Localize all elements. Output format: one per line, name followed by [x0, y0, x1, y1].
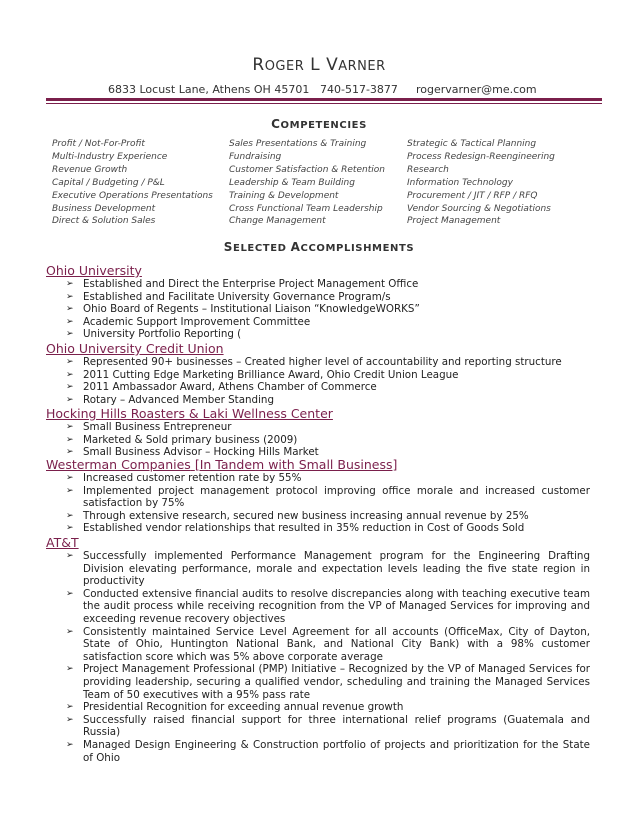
competency-item: Information Technology — [407, 177, 513, 188]
org-accomplishments-list — [66, 356, 590, 406]
arrow-bullet-icon: ➢ — [66, 394, 74, 405]
arrow-bullet-icon: ➢ — [66, 473, 74, 483]
competency-item: Vendor Sourcing & Negotiations — [407, 203, 551, 214]
competency-item: Sales Presentations & Training — [229, 139, 367, 149]
list-item: ➢ Consistently maintained Service Level Agreement for all accounts (OfficeMax, City of Dayton, State of Ohio, Huntington National Bank, and National City Bank) with a 98% customer satisfaction score which was 5% above corporate average — [66, 625, 590, 663]
candidate-name: ROGER L VARNER — [252, 55, 386, 75]
arrow-bullet-icon: ➢ — [66, 739, 74, 750]
email: rogervarner@me.com — [416, 83, 537, 96]
competency-item: Process Redesign-Reengineering — [407, 151, 555, 162]
competency-item: Research — [407, 164, 449, 175]
address: 6833 Locust Lane, Athens OH 45701 — [108, 83, 310, 96]
org-accomplishments-list — [66, 421, 590, 459]
competency-item: Cross Functional Team Leadership — [229, 203, 383, 214]
accomplishments-heading: SELECTED ACCOMPLISHMENTS — [223, 240, 415, 254]
arrow-bullet-icon: ➢ — [66, 291, 74, 302]
arrow-bullet-icon: ➢ — [66, 702, 74, 713]
arrow-bullet-icon: ➢ — [66, 551, 74, 561]
competency-item: Revenue Growth — [52, 164, 128, 175]
list-item: ➢ 2011 Cutting Edge Marketing Brilliance Award, Ohio Credit Union League — [66, 368, 459, 381]
list-item: ➢ Represented 90+ businesses – Created higher level of accountability and reporting structure — [66, 356, 562, 368]
org-heading: Ohio University Credit Union — [46, 341, 224, 356]
arrow-bullet-icon: ➢ — [66, 316, 74, 327]
org-name: Westerman Companies — [46, 457, 191, 472]
org-heading — [46, 457, 397, 472]
list-item: ➢ Successfully raised financial support for three international relief programs (Guatemala and Russia) — [66, 713, 590, 739]
list-item: ➢ Rotary – Advanced Member Standing — [66, 393, 274, 406]
arrow-bullet-icon: ➢ — [66, 523, 74, 534]
org-accomplishments-list — [66, 278, 590, 341]
list-item: ➢ 2011 Ambassador Award, Athens Chamber of Commerce — [66, 381, 377, 394]
competency-item: Project Management — [407, 216, 501, 227]
arrow-bullet-icon: ➢ — [66, 588, 74, 599]
list-item: ➢ Implemented project management protocol improving office morale and increased customer satisfaction by 75% — [66, 484, 590, 510]
list-item: ➢ Managed Design Engineering & Construction portfolio of projects and prioritization for the State of Ohio — [66, 738, 590, 764]
competency-item: Capital / Budgeting / P&L — [52, 177, 165, 188]
arrow-bullet-icon: ➢ — [66, 447, 74, 458]
list-item: ➢ Small Business Advisor – Hocking Hills Market — [66, 446, 319, 459]
list-item: ➢ Established and Facilitate University Governance Program/s — [66, 290, 391, 303]
contact-line — [108, 83, 537, 96]
phone: 740-517-3877 — [320, 83, 398, 96]
list-item: ➢ Conducted extensive financial audits to resolve discrepancies along with teaching executive team the audit process while receiving recognition from the VP of Managed Services for improving and exceeding revenue recovery objectives — [66, 587, 590, 625]
competency-item: Fundraising — [229, 151, 282, 162]
arrow-bullet-icon: ➢ — [66, 422, 74, 432]
org-accomplishments-list — [66, 472, 590, 535]
competencies-col-2 — [229, 138, 385, 228]
header-divider-thin — [46, 103, 602, 104]
competencies-col-1 — [52, 138, 213, 228]
header-divider — [46, 98, 602, 101]
competencies-col-3 — [407, 138, 555, 228]
arrow-bullet-icon: ➢ — [66, 510, 74, 521]
org-name-note: [In Tandem with Small Business] — [194, 457, 398, 472]
competency-item: Business Development — [52, 203, 156, 214]
competencies-heading: COMPETENCIES — [271, 117, 367, 131]
competency-item: Change Management — [229, 216, 326, 227]
list-item: ➢ Academic Support Improvement Committee — [66, 315, 311, 328]
competency-item: Profit / Not-For-Profit — [52, 139, 145, 149]
arrow-bullet-icon: ➢ — [66, 382, 74, 393]
list-item: ➢ Ohio Board of Regents – Institutional Liaison “KnowledgeWORKS” — [66, 303, 420, 316]
org-heading: Ohio University — [46, 263, 142, 278]
list-item: ➢ Marketed & Sold primary business (2009) — [66, 433, 298, 446]
list-item: ➢ University Portfolio Reporting ( — [66, 328, 242, 341]
competency-item: Strategic & Tactical Planning — [407, 139, 537, 149]
arrow-bullet-icon: ➢ — [66, 714, 74, 725]
list-item: ➢ Established and Direct the Enterprise Project Management Office — [66, 278, 419, 290]
arrow-bullet-icon: ➢ — [66, 626, 74, 637]
org-heading: AT&T — [46, 535, 79, 550]
arrow-bullet-icon: ➢ — [66, 357, 74, 367]
competency-item: Customer Satisfaction & Retention — [229, 164, 385, 175]
competency-item: Direct & Solution Sales — [52, 216, 156, 227]
org-heading: Hocking Hills Roasters & Laki Wellness Center — [46, 406, 333, 421]
list-item: ➢ Presidential Recognition for exceeding annual revenue growth — [66, 701, 404, 714]
competency-item: Executive Operations Presentations — [52, 190, 213, 201]
org-accomplishments-list — [66, 550, 590, 764]
list-item: ➢ Increased customer retention rate by 55% — [66, 472, 302, 484]
list-item: ➢ Successfully implemented Performance Management program for the Engineering Drafting Division elevating performance, morale and expectation levels leading the five state region in productivity — [66, 550, 590, 588]
list-item: ➢ Project Management Professional (PMP) Initiative – Recognized by the VP of Managed Services for providing leadership, securing a qualified vendor, scheduling and training the Managed Services Team of 50 executives with a 95% pass rate — [66, 663, 590, 701]
competency-item: Training & Development — [229, 190, 339, 201]
competency-item: Multi-Industry Experience — [52, 151, 168, 162]
list-item: ➢ Small Business Entrepreneur — [66, 421, 232, 433]
list-item: ➢ Through extensive research, secured new business increasing annual revenue by 25% — [66, 509, 529, 522]
arrow-bullet-icon: ➢ — [66, 279, 74, 289]
list-item: ➢ Established vendor relationships that resulted in 35% reduction in Cost of Goods Sold — [66, 522, 525, 535]
arrow-bullet-icon: ➢ — [66, 434, 74, 445]
competency-item: Leadership & Team Building — [229, 177, 355, 188]
competency-item: Procurement / JIT / RFP / RFQ — [407, 190, 538, 201]
arrow-bullet-icon: ➢ — [66, 369, 74, 380]
arrow-bullet-icon: ➢ — [66, 304, 74, 315]
arrow-bullet-icon: ➢ — [66, 485, 74, 496]
arrow-bullet-icon: ➢ — [66, 664, 74, 675]
arrow-bullet-icon: ➢ — [66, 329, 74, 340]
